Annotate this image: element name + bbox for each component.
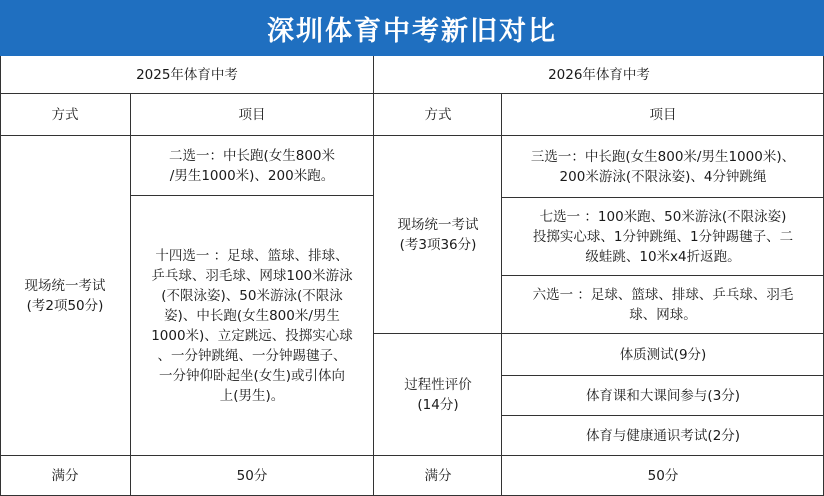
total-label-2026: [374, 456, 502, 496]
process1-2026: [502, 334, 824, 376]
option2-2025-text: 十四选一 ：足球、篮球、排球、 乒乓球、羽毛球、网球100米游泳 (不限泳姿)、50米游泳(不限泳 姿)、中长跑(女生800米/男生 1000米)、立定跳远、投掷实心球 、一分钟跳绳、一分钟踢毽子、 一分钟仰卧起坐(女生)或引体向 上(男生)。: [151, 248, 353, 404]
grid-line: [502, 375, 824, 376]
header-2025: [0, 56, 374, 94]
method1-2026: [374, 136, 502, 334]
col-items-2025-label: 项目: [238, 107, 266, 123]
col-method-2026: [374, 94, 502, 136]
grid-line: [374, 333, 824, 334]
option1-2025-text: 二选一：中长跑(女生800米 /男生1000米)、200米跑。: [168, 148, 336, 184]
grid-line: [502, 275, 824, 276]
header-2026: [374, 56, 824, 94]
option2-2026-text: 七选一 ：100米跑、50米游泳(不限泳姿) 投掷实心球、1分钟跳绳、1分钟踢毽子、二 级蛙跳、10米x4折返跑。: [532, 209, 794, 265]
total-value-2025-text: 50分: [236, 468, 268, 484]
process2-2026-text: 体育课和大课间参与(3分): [585, 388, 741, 404]
total-label-2025: [0, 456, 130, 496]
option1-2026: [502, 136, 824, 198]
option2-2026: [502, 198, 824, 276]
grid-line: [130, 195, 374, 196]
grid-line: [0, 56, 1, 496]
method1-2026-text: 现场统一考试 (考3项36分): [397, 217, 479, 253]
process1-2026-text: 体质测试(9分): [619, 347, 707, 363]
col-items-2026: [502, 94, 824, 136]
method2-2026-text: 过程性评价 (14分): [404, 377, 472, 413]
col-method-2026-label: 方式: [424, 107, 452, 123]
header-2026-label: 2026年体育中考: [548, 67, 650, 83]
grid-line: [0, 135, 824, 136]
option1-2026-text: 三选一：中长跑(女生800米/男生1000米)、 200米游泳(不限泳姿)、4分钟跳绳: [530, 149, 796, 185]
col-items-2026-label: 项目: [649, 107, 677, 123]
col-method-2025: [0, 94, 130, 136]
grid-line: [502, 415, 824, 416]
col-method-2025-label: 方式: [51, 107, 79, 123]
process3-2026-text: 体育与健康通识考试(2分): [585, 428, 741, 444]
option3-2026: [502, 276, 824, 334]
total-value-2026-text: 50分: [647, 468, 679, 484]
grid-line: [501, 94, 502, 496]
method2-2026: [374, 334, 502, 456]
col-items-2025: [130, 94, 374, 136]
process3-2026: [502, 416, 824, 456]
total-value-2026: [502, 456, 824, 496]
option1-2025: [130, 136, 374, 196]
option3-2026-text: 六选一 ：足球、篮球、排球、乒乓球、羽毛 球、网球。: [532, 287, 794, 323]
grid-line: [502, 197, 824, 198]
total-label-2026-text: 满分: [424, 468, 452, 484]
total-value-2025: [130, 456, 374, 496]
grid-line: [130, 94, 131, 496]
grid-line: [0, 455, 824, 456]
total-label-2025-text: 满分: [51, 468, 79, 484]
option2-2025: [130, 196, 374, 456]
page-title: 深圳体育中考新旧对比: [0, 0, 824, 56]
method-2025-text: 现场统一考试 (考2项50分): [24, 278, 106, 314]
grid-line: [373, 56, 374, 496]
header-2025-label: 2025年体育中考: [136, 67, 238, 83]
method-2025: [0, 136, 130, 456]
grid-line: [0, 93, 824, 94]
process2-2026: [502, 376, 824, 416]
